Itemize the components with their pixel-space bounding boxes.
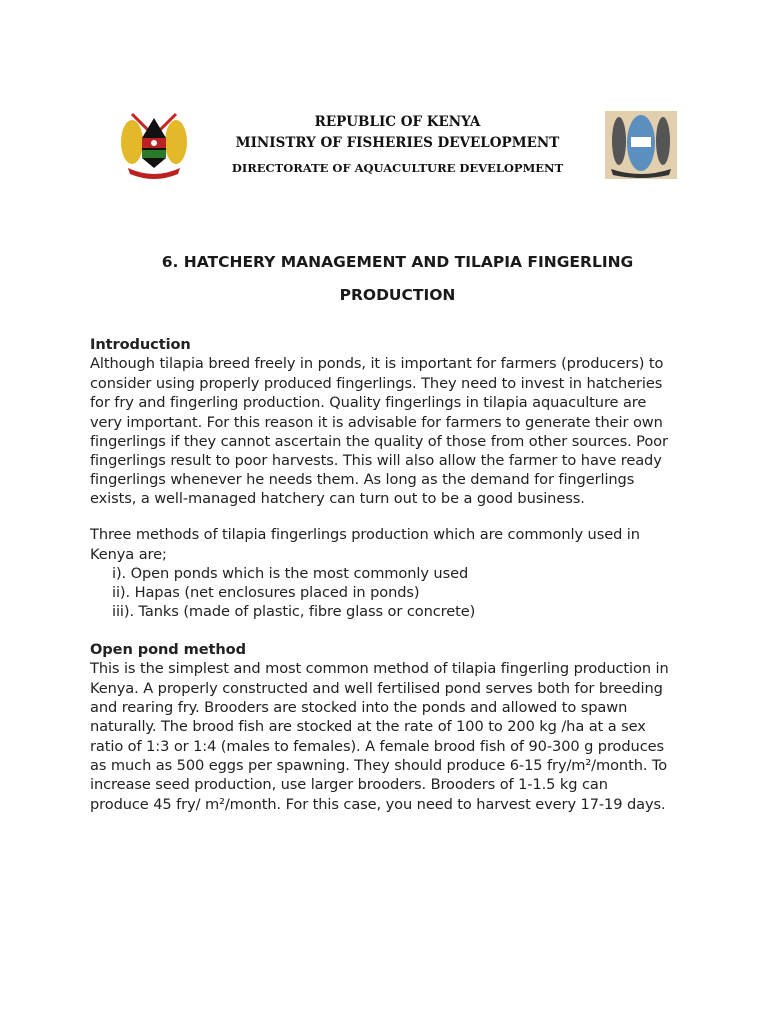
list-item: ii). Hapas (net enclosures placed in ponds) (112, 584, 420, 601)
paragraph-line: as much as 500 eggs per spawning. They should produce 6-15 fry/m²/month. To (90, 757, 668, 774)
paragraph-line: naturally. The brood fish are stocked at the rate of 100 to 200 kg /ha at a sex (90, 718, 646, 735)
header-republic: REPUBLIC OF KENYA (314, 114, 481, 130)
list-item: i). Open ponds which is the most commonly used (112, 565, 469, 582)
paragraph-line: increase seed production, use larger brooders. Brooders of 1-1.5 kg can (90, 776, 608, 793)
header-directorate: DIRECTORATE OF AQUACULTURE DEVELOPMENT (231, 161, 564, 175)
paragraph-line: This is the simplest and most common method of tilapia fingerling production in (90, 660, 669, 677)
paragraph-line: Kenya. A properly constructed and well fertilised pond serves both for breeding (90, 680, 663, 697)
paragraph-line: exists, a well-managed hatchery can turn out to be a good business. (90, 490, 585, 507)
paragraph-line: fingerlings result to poor harvests. This will also allow the farmer to have ready (90, 452, 662, 469)
paragraph-line: Kenya are; (90, 546, 167, 563)
document-title-line1: 6. HATCHERY MANAGEMENT AND TILAPIA FINGERLING (161, 253, 634, 271)
header-ministry: MINISTRY OF FISHERIES DEVELOPMENT (235, 135, 560, 151)
ministry-fisheries-emblem-logo (605, 111, 677, 179)
paragraph-line: produce 45 fry/ m²/month. For this case, you need to harvest every 17-19 days. (90, 796, 666, 813)
paragraph-line: Three methods of tilapia fingerlings production which are commonly used in (90, 526, 640, 543)
paragraph-line: fingerlings whenever he needs them. As long as the demand for fingerlings (90, 471, 635, 488)
open-pond-heading: Open pond method (90, 641, 246, 658)
paragraph-line: very important. For this reason it is advisable for farmers to generate their own (90, 414, 663, 431)
paragraph-line: ratio of 1:3 or 1:4 (males to females). A female brood fish of 90-300 g produces (90, 738, 664, 755)
document-title-line2: PRODUCTION (339, 286, 456, 304)
list-item: iii). Tanks (made of plastic, fibre glass or concrete) (112, 603, 476, 620)
intro-heading: Introduction (90, 336, 191, 353)
paragraph-line: Although tilapia breed freely in ponds, it is important for farmers (producers) to (90, 355, 664, 372)
paragraph-line: for fry and fingerling production. Quality fingerlings in tilapia aquaculture are (90, 394, 647, 411)
paragraph-line: fingerlings if they cannot ascertain the quality of those from other sources. Poor (90, 433, 668, 450)
paragraph-line: consider using properly produced fingerlings. They need to invest in hatcheries (90, 375, 663, 392)
paragraph-line: and rearing fry. Brooders are stocked into the ponds and allowed to spawn (90, 699, 628, 716)
